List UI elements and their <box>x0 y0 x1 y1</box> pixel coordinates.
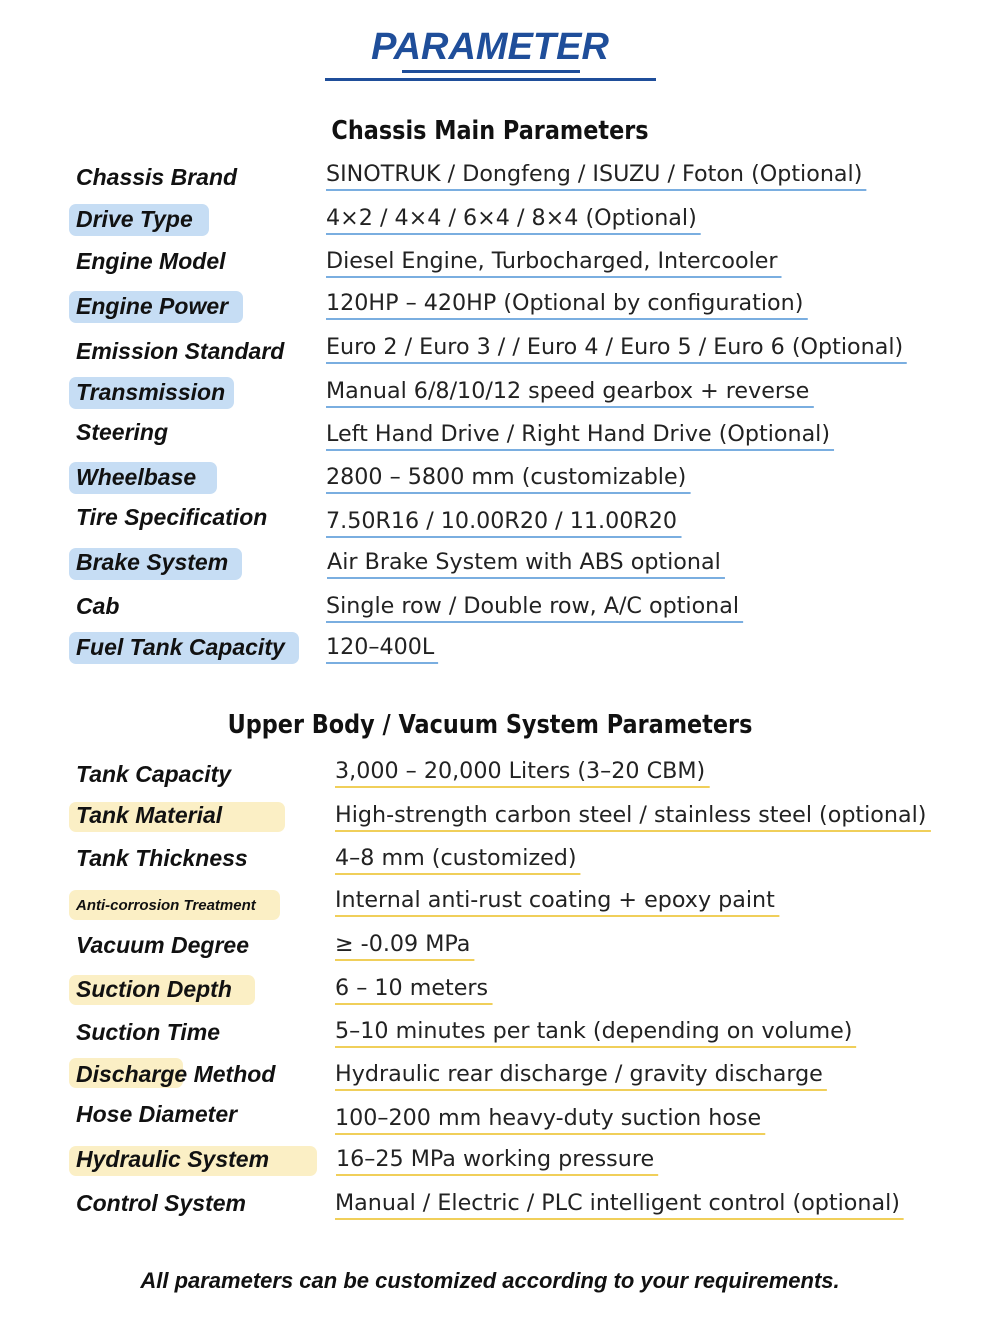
value-hydraulic-system: 16–25 MPa working pressure <box>336 1146 658 1176</box>
label-tire-specification: Tire Specification <box>76 504 268 530</box>
value-tank-capacity: 3,000 – 20,000 Liters (3–20 CBM) <box>335 758 709 788</box>
value-chassis-brand: SINOTRUK / Dongfeng / ISUZU / Foton (Optional) <box>326 161 866 191</box>
label-cab: Cab <box>76 593 120 619</box>
label-tank-material: Tank Material <box>76 802 223 828</box>
value-suction-depth: 6 – 10 meters <box>335 975 492 1005</box>
label-emission-standard: Emission Standard <box>76 338 285 364</box>
value-wheelbase: 2800 – 5800 mm (customizable) <box>326 464 690 494</box>
value-fuel-tank-capacity: 120–400L <box>326 634 438 664</box>
label-tank-capacity: Tank Capacity <box>76 761 232 787</box>
label-vacuum-degree: Vacuum Degree <box>76 932 249 958</box>
label-drive-type: Drive Type <box>76 206 193 232</box>
value-emission-standard: Euro 2 / Euro 3 / / Euro 4 / Euro 5 / Euro 6 (Optional) <box>326 334 907 364</box>
label-transmission: Transmission <box>76 379 226 405</box>
page-title: PARAMETER <box>371 26 609 68</box>
value-suction-time: 5–10 minutes per tank (depending on volume) <box>335 1018 857 1048</box>
label-wheelbase: Wheelbase <box>76 464 197 490</box>
value-hose-diameter: 100–200 mm heavy-duty suction hose <box>335 1105 765 1135</box>
label-fuel-tank-capacity: Fuel Tank Capacity <box>76 634 285 660</box>
value-control-system: Manual / Electric / PLC intelligent control (optional) <box>335 1190 904 1220</box>
label-brake-system: Brake System <box>76 549 229 575</box>
value-vacuum-degree: ≥ -0.09 MPa <box>335 931 474 961</box>
value-anti-corrosion-treatment: Internal anti-rust coating + epoxy paint <box>335 887 779 917</box>
value-engine-model: Diesel Engine, Turbocharged, Intercooler <box>326 248 782 278</box>
value-tire-specification: 7.50R16 / 10.00R20 / 11.00R20 <box>326 508 681 538</box>
value-tank-material: High-strength carbon steel / stainless steel (optional) <box>335 802 930 832</box>
title-underline-short <box>402 70 580 73</box>
label-chassis-brand: Chassis Brand <box>76 164 238 190</box>
value-drive-type: 4×2 / 4×4 / 6×4 / 8×4 (Optional) <box>326 205 701 235</box>
label-engine-power: Engine Power <box>76 293 229 319</box>
value-discharge-method: Hydraulic rear discharge / gravity discharge <box>335 1061 827 1091</box>
label-hydraulic-system: Hydraulic System <box>76 1146 270 1172</box>
upper-section-heading: Upper Body / Vacuum System Parameters <box>227 710 753 740</box>
value-steering: Left Hand Drive / Right Hand Drive (Optional) <box>326 421 834 451</box>
label-control-system: Control System <box>76 1190 246 1216</box>
label-discharge-method: Discharge Method <box>76 1061 276 1087</box>
label-anti-corrosion-treatment: Anti-corrosion Treatment <box>76 897 256 914</box>
label-suction-depth: Suction Depth <box>76 976 232 1002</box>
value-tank-thickness: 4–8 mm (customized) <box>335 845 581 875</box>
footer-note: All parameters can be customized according to your requirements. <box>140 1268 840 1293</box>
value-transmission: Manual 6/8/10/12 speed gearbox + reverse <box>326 378 813 408</box>
label-engine-model: Engine Model <box>76 248 226 274</box>
label-suction-time: Suction Time <box>76 1019 220 1045</box>
label-steering: Steering <box>76 419 169 445</box>
title-underline-long <box>325 78 656 81</box>
value-brake-system: Air Brake System with ABS optional <box>327 549 725 579</box>
chassis-section-heading: Chassis Main Parameters <box>331 116 649 146</box>
value-engine-power: 120HP – 420HP (Optional by configuration) <box>326 290 807 320</box>
value-cab: Single row / Double row, A/C optional <box>326 593 743 623</box>
label-hose-diameter: Hose Diameter <box>76 1101 238 1127</box>
label-tank-thickness: Tank Thickness <box>76 845 248 871</box>
